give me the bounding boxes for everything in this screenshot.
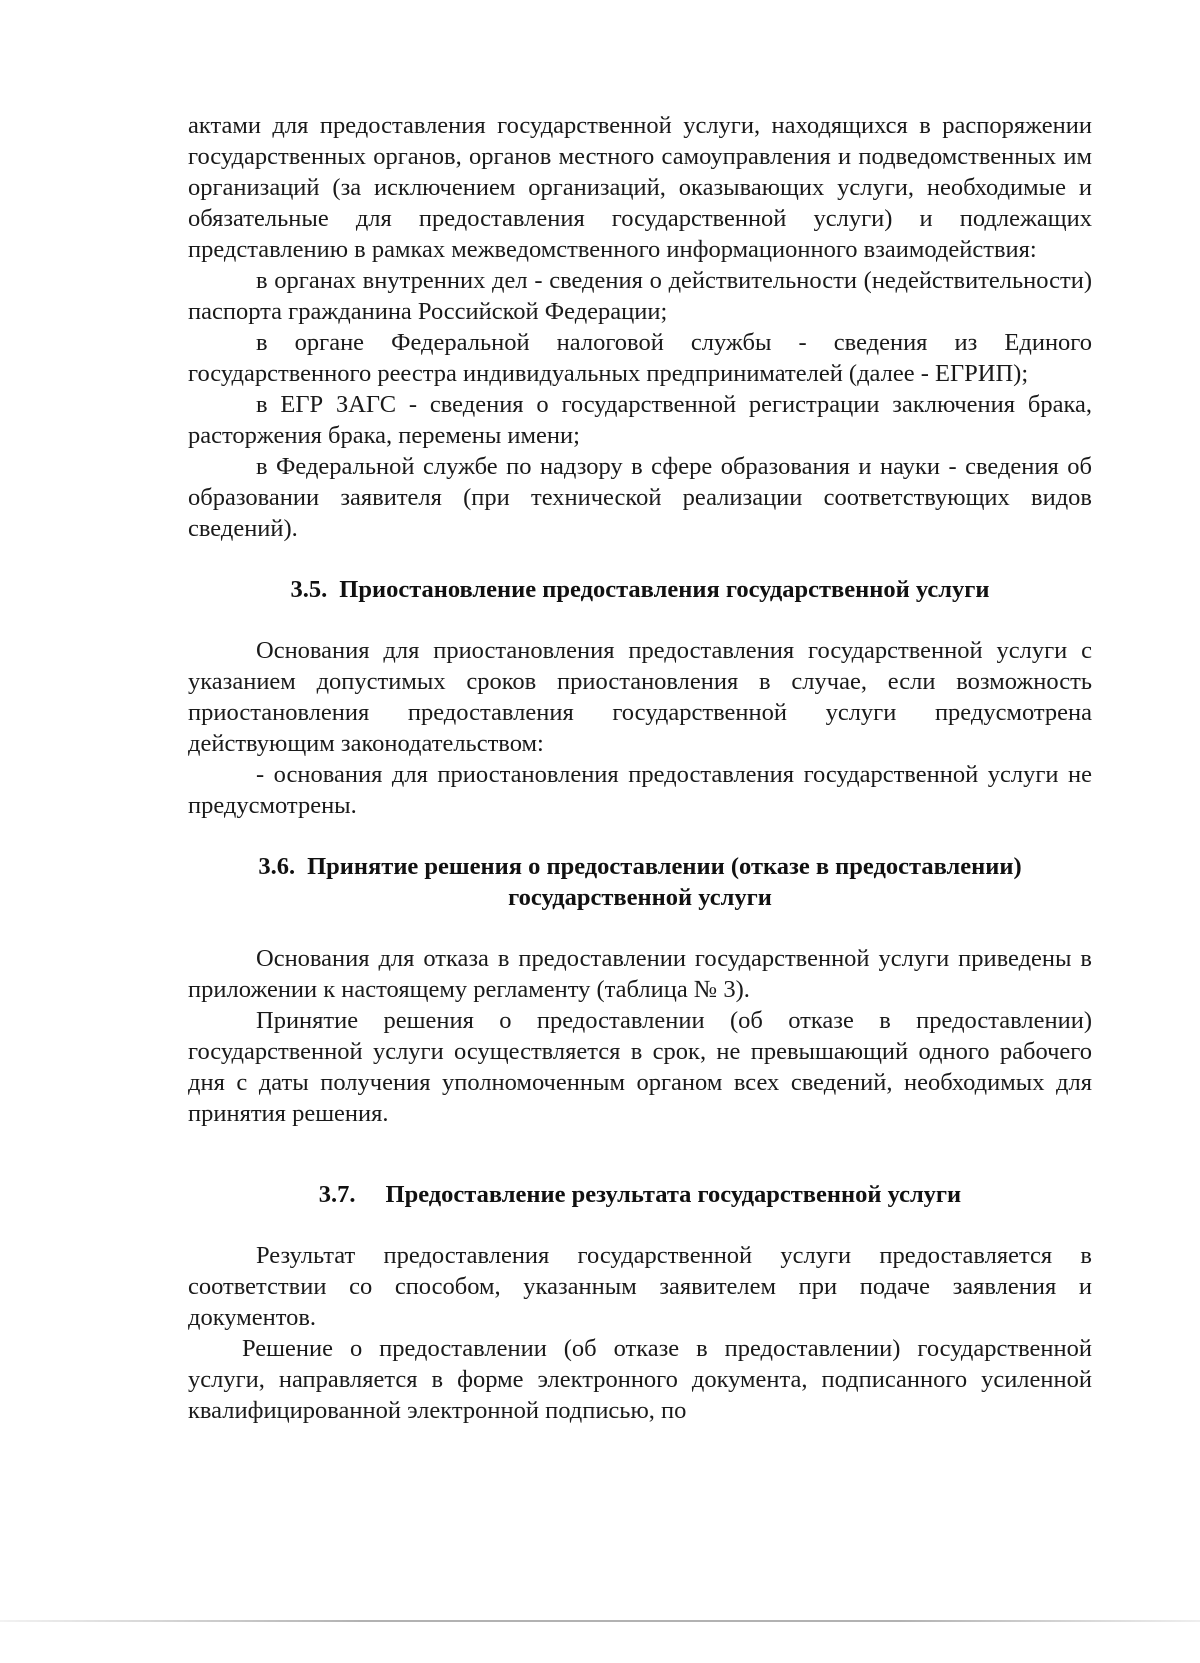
section-3-5-paragraph-not-provided: - основания для приостановления предоставления государственной услуги не предусмотрены. [188,761,1092,819]
spacer [188,821,1092,851]
spacer [188,605,1092,635]
section-3-6-number: 3.6. [258,853,296,880]
section-3-7-number: 3.7. [318,1181,356,1208]
section-3-5-title: Приостановление предоставления государственной услуги [339,576,990,603]
paragraph-tax-service: в органе Федеральной налоговой службы - сведения из Единого государственного реестра индивидуальных предпринимателей (далее - ЕГРИП); [188,329,1092,387]
section-3-7-heading [188,1179,1092,1210]
section-3-6-heading [188,851,1092,913]
section-3-7-paragraph-decision-form: Решение о предоставлении (об отказе в предоставлении) государственной услуги, направляется в форме электронного документа, подписанного усиленной квалифицированной электронной подписью, по [188,1335,1092,1424]
paragraph-egr-zags: в ЕГР ЗАГС - сведения о государственной регистрации заключения брака, расторжения брака, перемены имени; [188,391,1092,449]
section-3-6-title-line2: государственной услуги [508,884,772,911]
spacer [188,1210,1092,1240]
section-3-5-number: 3.5. [290,576,328,603]
spacer [188,544,1092,574]
spacer [188,1129,1092,1179]
section-3-7-paragraph-result: Результат предоставления государственной услуги предоставляется в соответствии со способом, указанным заявителем при подаче заявления и документов. [188,1242,1092,1331]
section-3-5-heading [188,574,1092,605]
section-3-7-title: Предоставление результата государственной услуги [385,1181,962,1208]
document-body [188,110,1092,1426]
section-3-6-paragraph-refusal-grounds: Основания для отказа в предоставлении государственной услуги приведены в приложении к настоящему регламенту (таблица № 3). [188,945,1092,1003]
paragraph-intro: актами для предоставления государственной услуги, находящихся в распоряжении государственных органов, органов местного самоуправления и подведомственных им организаций (за исключением организаций, оказывающих услуги, необходимые и обязательные для предоставления государственной услуги) и подлежащих представлению в рамках межведомственного информационного взаимодействия: [188,112,1092,263]
section-3-6-title-line1: Принятие решения о предоставлении (отказе в предоставлении) [307,853,1022,880]
spacer [188,913,1092,943]
paragraph-education-supervision: в Федеральной службе по надзору в сфере образования и науки - сведения об образовании заявителя (при технической реализации соответствующих видов сведений). [188,453,1092,542]
scan-edge-line [0,1620,1200,1622]
section-3-5-paragraph-grounds: Основания для приостановления предоставления государственной услуги с указанием допустимых сроков приостановления в случае, если возможность приостановления предоставления государственной услуги предусмотрена действующим законодательством: [188,637,1092,757]
paragraph-internal-affairs: в органах внутренних дел - сведения о действительности (недействительности) паспорта гражданина Российской Федерации; [188,267,1092,325]
section-3-6-paragraph-decision-term: Принятие решения о предоставлении (об отказе в предоставлении) государственной услуги осуществляется в срок, не превышающий одного рабочего дня с даты получения уполномоченным органом всех сведений, необходимых для принятия решения. [188,1007,1092,1127]
